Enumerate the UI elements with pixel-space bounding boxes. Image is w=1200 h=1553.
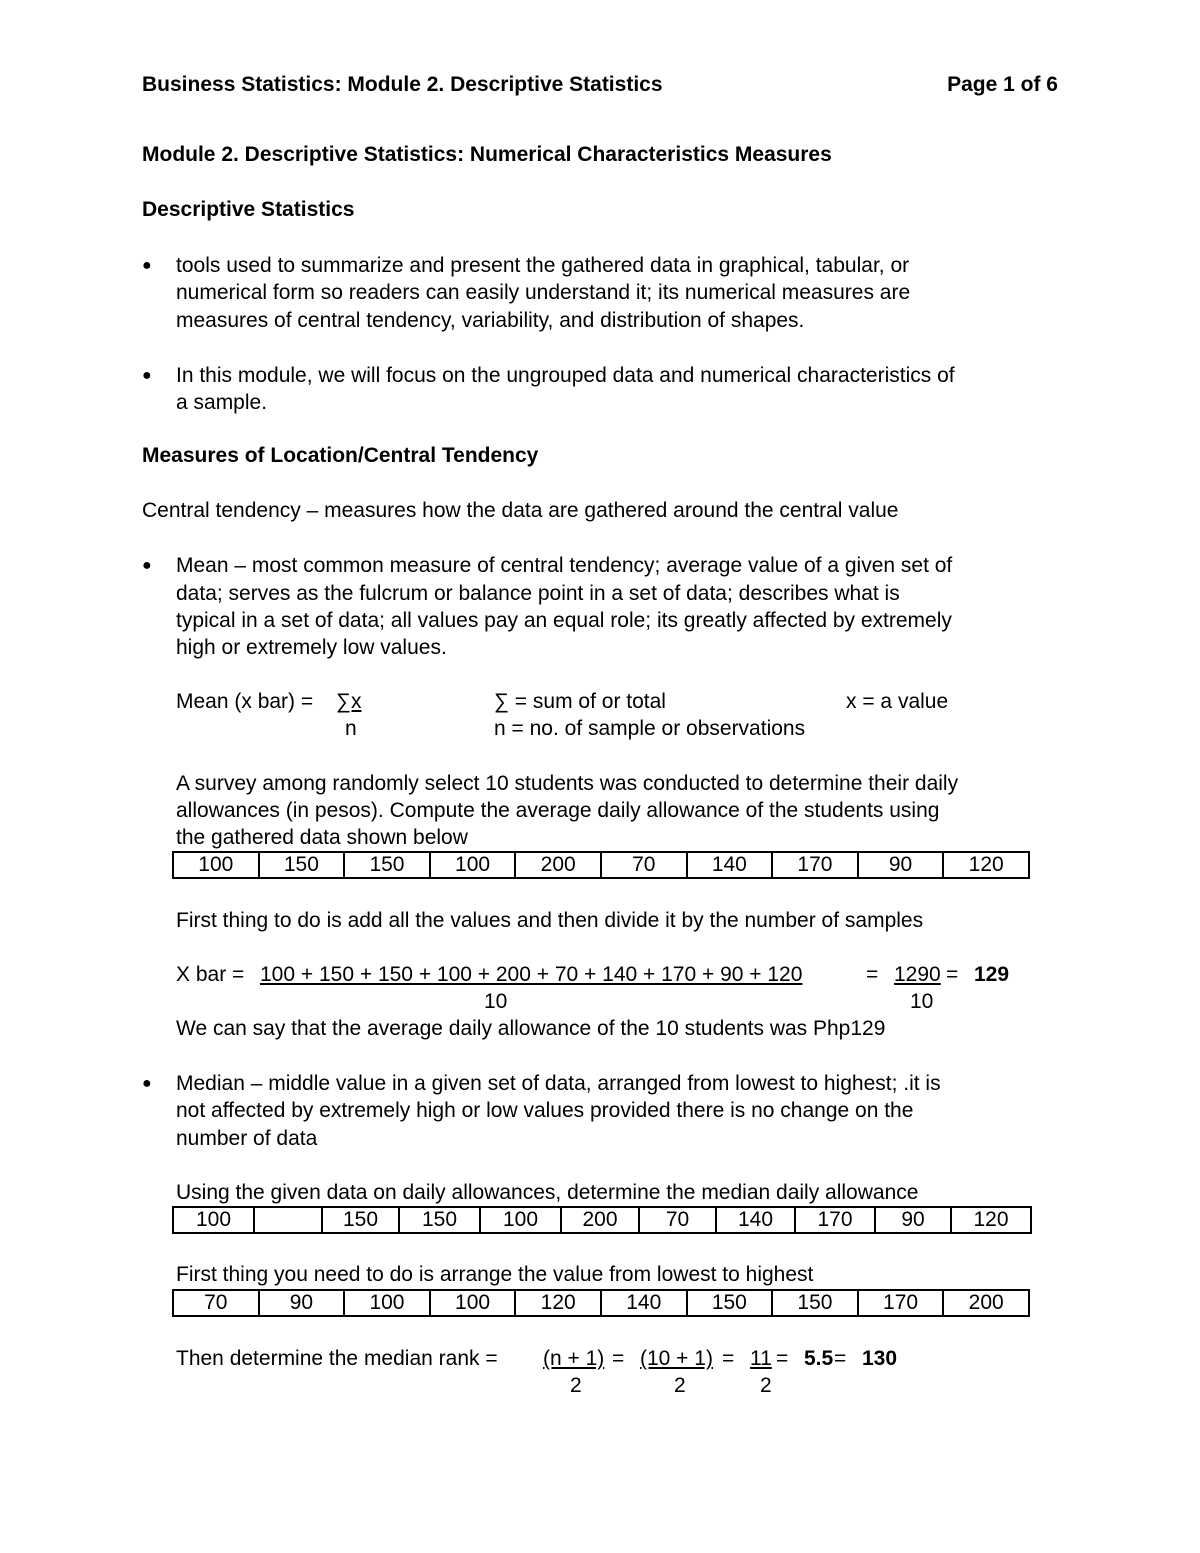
bullet-text-line: a sample. — [176, 391, 268, 414]
table-cell: 140 — [601, 1290, 687, 1316]
xbar-denominator: 10 — [484, 990, 508, 1013]
xbar-numerator: 100 + 150 + 150 + 100 + 200 + 70 + 140 + 170 + 90 + 120 — [260, 963, 803, 986]
module-title: Module 2. Descriptive Statistics: Numerical Characteristics Measures — [142, 143, 832, 166]
median-rank-label: Then determine the median rank = — [176, 1347, 498, 1370]
table-cell: 150 — [687, 1290, 773, 1316]
n-definition: n = no. of sample or observations — [494, 717, 806, 740]
table-cell: 100 — [430, 1290, 516, 1316]
table-cell: 90 — [259, 1290, 345, 1316]
mean-definition-line: high or extremely low values. — [176, 636, 447, 659]
table-cell: 90 — [875, 1207, 951, 1233]
bullet-icon: ● — [142, 557, 152, 574]
table-cell: 90 — [858, 852, 944, 878]
median-data-table — [172, 1206, 1032, 1234]
table-cell: 150 — [399, 1207, 480, 1233]
x-definition: x = a value — [846, 690, 949, 713]
rank-fraction-3-numerator: 11 — [750, 1347, 772, 1370]
bullet-icon: ● — [142, 367, 152, 384]
page-number: Page 1 of 6 — [947, 73, 1058, 96]
rank-fraction-1-denominator: 2 — [570, 1374, 582, 1397]
running-header-title: Business Statistics: Module 2. Descriptive Statistics — [142, 73, 663, 96]
equals-sign: = — [866, 963, 879, 986]
table-cell: 100 — [344, 1290, 430, 1316]
mean-formula-label: Mean (x bar) = — [176, 690, 314, 713]
bullet-icon: ● — [142, 257, 152, 274]
table-cell: 200 — [943, 1290, 1029, 1316]
survey-text-line: the gathered data shown below — [176, 826, 468, 849]
bullet-text-line: numerical form so readers can easily understand it; its numerical measures are — [176, 281, 911, 304]
bullet-text-line: measures of central tendency, variability, and distribution of shapes. — [176, 309, 805, 332]
sum-numerator: 1290 — [894, 963, 941, 986]
mean-step-text: First thing to do is add all the values and then divide it by the number of samples — [176, 909, 924, 932]
sigma-definition: ∑ = sum of or total — [494, 690, 666, 713]
table-cell: 150 — [322, 1207, 399, 1233]
equals-sign: = — [722, 1347, 735, 1370]
bullet-icon: ● — [142, 1075, 152, 1092]
table-cell: 70 — [639, 1207, 716, 1233]
table-cell: 150 — [344, 852, 430, 878]
mean-formula-denominator: n — [345, 717, 357, 740]
mean-result: 129 — [974, 963, 1010, 986]
allowance-data-table — [172, 851, 1030, 879]
table-cell: 200 — [515, 852, 601, 878]
equals-sign: = — [834, 1347, 847, 1370]
arrange-instruction: First thing you need to do is arrange the value from lowest to highest — [176, 1263, 814, 1286]
survey-text-line: allowances (in pesos). Compute the average daily allowance of the students using — [176, 799, 940, 822]
table-cell: 70 — [173, 1290, 259, 1316]
rank-fraction-2-numerator: (10 + 1) — [640, 1347, 713, 1370]
table-cell: 140 — [716, 1207, 795, 1233]
table-cell: 100 — [480, 1207, 561, 1233]
equals-sign: = — [776, 1347, 789, 1370]
section-heading-central-tendency: Measures of Location/Central Tendency — [142, 444, 539, 467]
bullet-text-line: In this module, we will focus on the ungrouped data and numerical characteristics of — [176, 364, 955, 387]
rank-fraction-3-denominator: 2 — [760, 1374, 772, 1397]
table-cell: 200 — [561, 1207, 639, 1233]
central-tendency-definition: Central tendency – measures how the data are gathered around the central value — [142, 499, 899, 522]
mean-definition-line: Mean – most common measure of central tendency; average value of a given set of — [176, 554, 953, 577]
rank-fraction-1-numerator: (n + 1) — [543, 1347, 605, 1370]
section-heading-descriptive-statistics: Descriptive Statistics — [142, 198, 355, 221]
table-cell — [254, 1207, 322, 1233]
xbar-label: X bar = — [176, 963, 245, 986]
table-cell: 150 — [259, 852, 345, 878]
table-cell: 100 — [173, 852, 259, 878]
table-cell: 140 — [687, 852, 773, 878]
survey-text-line: A survey among randomly select 10 students was conducted to determine their daily — [176, 772, 959, 795]
mean-definition-line: data; serves as the fulcrum or balance point in a set of data; describes what is — [176, 582, 900, 605]
table-cell: 70 — [601, 852, 687, 878]
median-definition-line: Median – middle value in a given set of data, arranged from lowest to highest; .it is — [176, 1072, 941, 1095]
table-cell: 120 — [943, 852, 1029, 878]
sum-denominator: 10 — [910, 990, 934, 1013]
median-final-value: 130 — [862, 1347, 898, 1370]
table-cell: 120 — [951, 1207, 1031, 1233]
table-cell: 170 — [858, 1290, 944, 1316]
table-cell: 120 — [515, 1290, 601, 1316]
equals-sign: = — [612, 1347, 625, 1370]
mean-formula-numerator: ∑x — [336, 690, 362, 713]
equals-sign: = — [946, 963, 959, 986]
median-definition-line: number of data — [176, 1127, 318, 1150]
bullet-text-line: tools used to summarize and present the gathered data in graphical, tabular, or — [176, 254, 910, 277]
table-cell: 150 — [772, 1290, 858, 1316]
table-cell: 170 — [772, 852, 858, 878]
mean-conclusion: We can say that the average daily allowance of the 10 students was Php129 — [176, 1017, 886, 1040]
median-rank-value: 5.5 — [804, 1347, 834, 1370]
median-instruction: Using the given data on daily allowances, determine the median daily allowance — [176, 1181, 919, 1204]
mean-definition-line: typical in a set of data; all values pay an equal role; its greatly affected by extremely — [176, 609, 952, 632]
rank-fraction-2-denominator: 2 — [674, 1374, 686, 1397]
table-cell: 100 — [430, 852, 516, 878]
table-cell: 100 — [173, 1207, 254, 1233]
sorted-data-table — [172, 1289, 1030, 1317]
table-cell: 170 — [795, 1207, 875, 1233]
median-definition-line: not affected by extremely high or low values provided there is no change on the — [176, 1099, 914, 1122]
